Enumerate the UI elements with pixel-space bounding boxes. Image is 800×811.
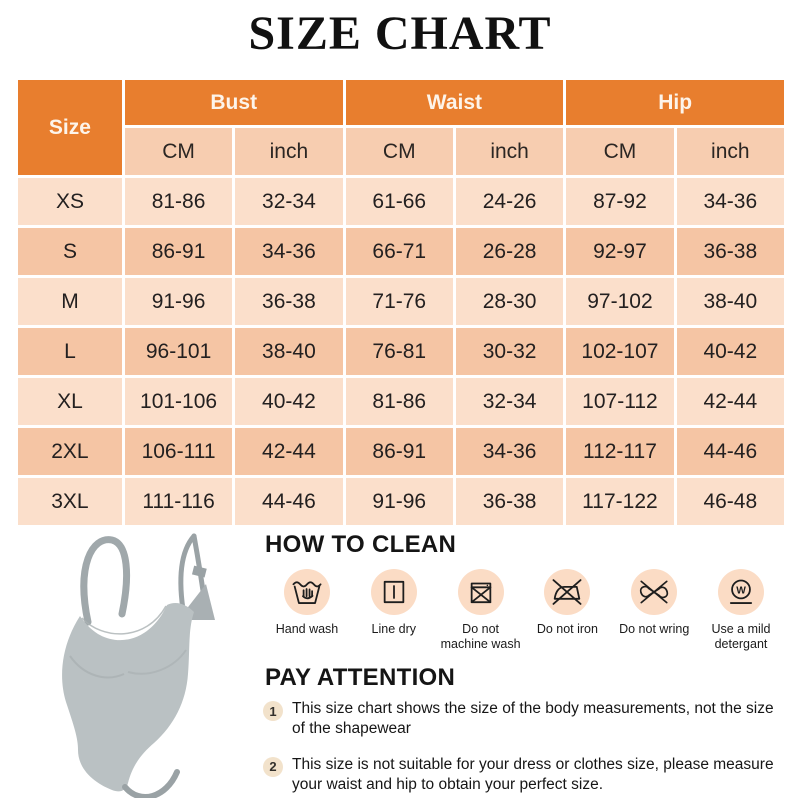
col-header-size: Size [17,79,124,177]
value-cell: 107-112 [565,377,675,427]
value-cell: 101-106 [123,377,233,427]
bodysuit-illustration [28,524,243,798]
value-cell: 92-97 [565,227,675,277]
note-text: This size chart shows the size of the body measurements, not the size of the shapewear [292,700,774,738]
value-cell: 96-101 [123,327,233,377]
detergent-w-glyph: W [736,585,746,597]
note-number-badge: 1 [263,701,283,721]
note-text: This size is not suitable for your dress or clothes size, please measure your waist and hip to obtain your perfect size. [292,755,774,794]
size-chart-table [15,77,787,528]
value-cell: 76-81 [344,327,454,377]
value-cell: 112-117 [565,427,675,477]
care-icons-row [266,569,782,652]
value-cell: 81-86 [123,177,233,227]
line-dry-icon [371,569,417,615]
table-row-l [17,327,786,377]
value-cell: 28-30 [454,277,564,327]
care-label: Do not machine wash [440,622,521,651]
care-item-no-machine-wash [440,569,522,652]
value-cell: 34-36 [675,177,785,227]
value-cell: 38-40 [234,327,344,377]
care-label: Hand wash [275,622,339,636]
col-header-bust: Bust [123,79,344,127]
table-row-2xl [17,427,786,477]
table-row-m [17,277,786,327]
do-not-wring-icon [631,569,677,615]
table-row-xs [17,177,786,227]
value-cell: 87-92 [565,177,675,227]
attention-notes [263,699,781,811]
bodysuit-product-image [28,524,243,798]
table-row-s [17,227,786,277]
value-cell: 86-91 [123,227,233,277]
size-cell: 2XL [17,427,124,477]
value-cell: 61-66 [344,177,454,227]
unit-header-bust-inch: inch [234,127,344,177]
value-cell: 106-111 [123,427,233,477]
size-cell: M [17,277,124,327]
pay-attention-heading: PAY ATTENTION [265,664,456,691]
value-cell: 46-48 [675,477,785,527]
value-cell: 36-38 [675,227,785,277]
value-cell: 42-44 [234,427,344,477]
care-label: Do not iron [536,622,598,636]
value-cell: 81-86 [344,377,454,427]
size-cell: 3XL [17,477,124,527]
value-cell: 36-38 [454,477,564,527]
value-cell: 36-38 [234,277,344,327]
unit-header-bust-cm: CM [123,127,233,177]
value-cell: 38-40 [675,277,785,327]
unit-header-hip-inch: inch [675,127,785,177]
value-cell: 32-34 [454,377,564,427]
value-cell: 26-28 [454,227,564,277]
value-cell: 24-26 [454,177,564,227]
size-cell: XS [17,177,124,227]
do-not-machine-wash-icon [458,569,504,615]
mild-detergent-icon [718,569,764,615]
note-item-2 [263,755,781,796]
care-label: Do not wring [619,622,690,636]
value-cell: 86-91 [344,427,454,477]
value-cell: 102-107 [565,327,675,377]
note-number-badge: 2 [263,757,283,777]
value-cell: 117-122 [565,477,675,527]
value-cell: 30-32 [454,327,564,377]
value-cell: 91-96 [344,477,454,527]
value-cell: 32-34 [234,177,344,227]
size-cell: XL [17,377,124,427]
size-cell: L [17,327,124,377]
value-cell: 40-42 [675,327,785,377]
care-label: Line dry [371,622,417,636]
table-row-xl [17,377,786,427]
value-cell: 44-46 [675,427,785,477]
value-cell: 66-71 [344,227,454,277]
col-header-hip: Hip [565,79,786,127]
value-cell: 34-36 [234,227,344,277]
hand-wash-icon [284,569,330,615]
value-cell: 91-96 [123,277,233,327]
size-cell: S [17,227,124,277]
table-row-3xl [17,477,786,527]
note-item-1 [263,699,781,740]
value-cell: 34-36 [454,427,564,477]
value-cell: 42-44 [675,377,785,427]
value-cell: 44-46 [234,477,344,527]
care-item-mild-detergent [700,569,782,652]
col-header-waist: Waist [344,79,565,127]
unit-header-waist-cm: CM [344,127,454,177]
do-not-iron-icon [544,569,590,615]
unit-header-waist-inch: inch [454,127,564,177]
page-title: SIZE CHART [248,7,552,60]
how-to-clean-heading: HOW TO CLEAN [265,531,457,558]
care-item-hand-wash [266,569,348,637]
care-item-no-iron [526,569,608,637]
care-item-line-dry [353,569,435,637]
value-cell: 71-76 [344,277,454,327]
unit-header-hip-cm: CM [565,127,675,177]
value-cell: 97-102 [565,277,675,327]
value-cell: 111-116 [123,477,233,527]
care-label: Use a mild detergant [711,622,771,651]
care-item-no-wring [613,569,695,637]
value-cell: 40-42 [234,377,344,427]
